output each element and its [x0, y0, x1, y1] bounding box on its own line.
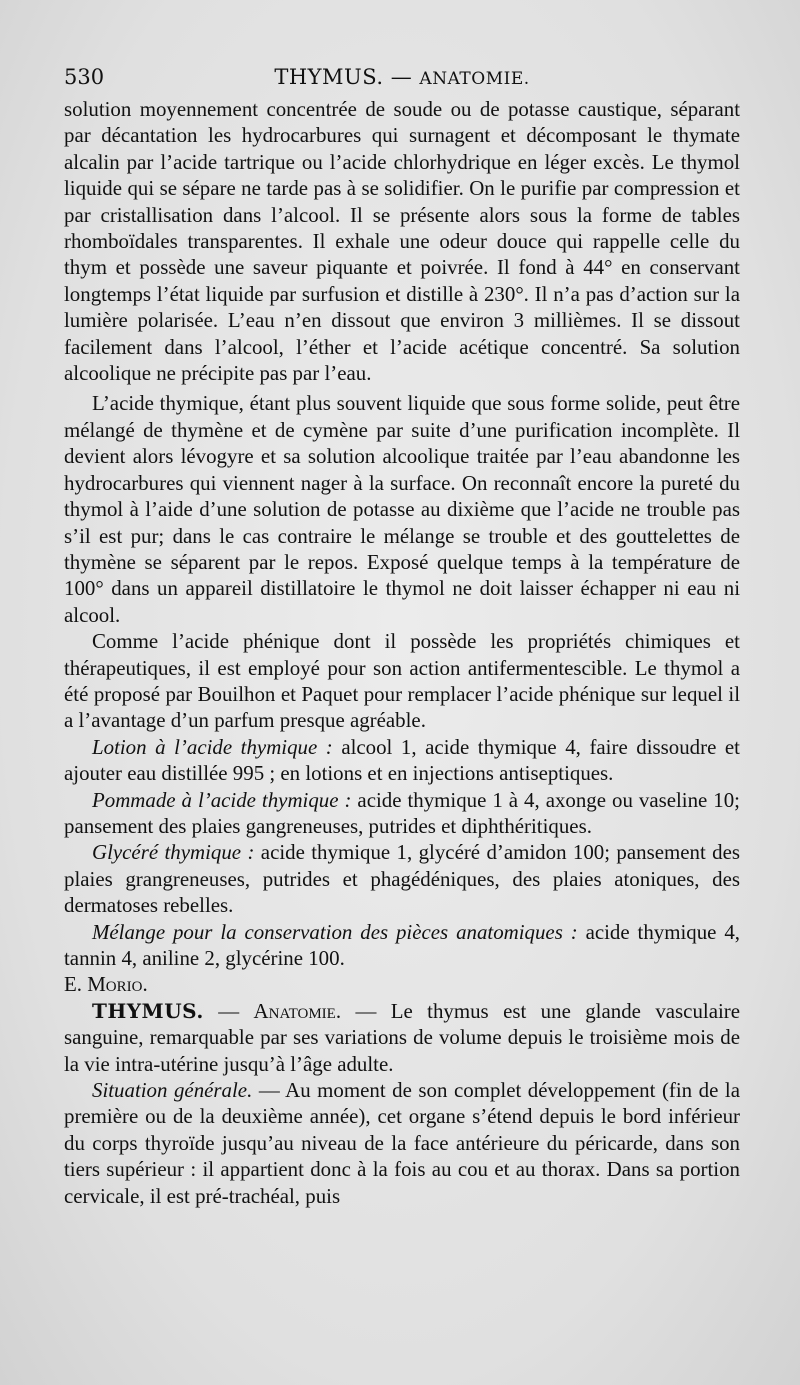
header-title: THYMUS.	[274, 65, 384, 89]
formula-glycere-label: Glycéré thymique :	[92, 840, 255, 865]
formula-pommade-text: acide thymique 1 à 4, axonge ou vaseline 10; pansement des plaies gangreneuses, putrides et diphthéritiques.	[64, 787, 740, 838]
formula-glycere-text: acide thymique 1, glycéré d’amidon 100; pansement des plaies grangreneuses, putrides et phagédéniques, des plaies atoniques, des dermatoses rebelles.	[64, 840, 740, 918]
entry-dash: —	[203, 998, 254, 1023]
page-body	[64, 96, 740, 1209]
running-title	[64, 62, 740, 94]
situation-text: — Au moment de son complet développement (fin de la première ou de la deuxième année), cet organe s’étend depuis le bord inférieur du corps thyroïde jusqu’au niveau de la face antérieure du péricarde, dans son tiers supérieur : il appartient donc à la fois au cou et au thorax. Dans sa portion cervicale, il est pré-trachéal, puis	[64, 1078, 740, 1208]
formula-lotion-text: alcool 1, acide thymique 4, faire dissoudre et ajouter eau distillée 995 ; en lotions et en injections antiseptiques.	[64, 734, 740, 786]
formula-melange-text: acide thymique 4, tannin 4, aniline 2, glycérine 100.	[64, 919, 740, 970]
situation-label: Situation générale.	[92, 1078, 253, 1103]
header-dash: —	[390, 65, 413, 89]
page-number: 530	[64, 65, 105, 89]
formula-lotion-label: Lotion à l’acide thymique :	[92, 734, 333, 759]
paragraph-usage: Comme l’acide phénique dont il possède les propriétés chimiques et thérapeutiques, il est employé pour son action antifermentescible. Le thymol a été proposé par Bouilhon et Paquet pour remplacer l’acide phénique sur lequel il a l’avantage d’un parfum presque agréable.	[64, 629, 740, 733]
formula-glycere	[64, 839, 740, 918]
header-subtitle: ANATOMIE.	[419, 69, 530, 89]
entry-intro-text: — Le thymus est une glande vasculaire sanguine, remarquable par ses variations de volume depuis le troisième mois de la vie intra-utérine jusqu’à l’âge adulte.	[64, 998, 740, 1076]
formula-pommade	[64, 787, 740, 840]
entry-thymus-anatomie	[64, 998, 740, 1077]
formula-lotion	[64, 734, 740, 787]
entry-headword: THYMUS.	[92, 998, 204, 1023]
entry-section: Anatomie.	[253, 998, 342, 1023]
formula-melange-label: Mélange pour la conservation des pièces anatomiques :	[92, 919, 578, 944]
formula-pommade-label: Pommade à l’acide thymique :	[92, 787, 352, 812]
author-signature: E. Morio.	[64, 972, 148, 997]
paragraph-thymol-preparation: solution moyennement concentrée de soude ou de potasse caustique, séparant par décantation les hydrocarbures qui surnagent et décomposant le thymate alcalin par l’acide tartrique ou l’acide chlorhydrique en léger excès. Le thymol liquide qui se sépare ne tarde pas à se solidifier. On le purifie par compression et par cristallisation dans l’alcool. Il se présente alors sous la forme de tables rhomboïdales transparentes. Il exhale une odeur douce qui rappelle celle du thym et possède une saveur piquante et poivrée. Il fond à 44° en conservant longtemps l’état liquide par surfusion et distille à 230°. Il n’a pas d’action sur la lumière polarisée. L’eau n’en dissout que environ 3 millièmes. Il se dissout facilement dans l’alcool, l’éther et l’acide acétique concentré. Sa solution alcoolique ne précipite pas par l’eau.	[64, 97, 740, 386]
formula-melange	[64, 919, 740, 972]
paragraph-situation	[64, 1077, 740, 1209]
running-header	[64, 62, 740, 92]
paragraph-purity: L’acide thymique, étant plus souvent liquide que sous forme solide, peut être mélangé de thymène et de cymène par suite d’une purification incomplète. Il devient alors lévogyre et sa solution alcoolique traitée par l’eau abandonne les hydrocarbures qui viennent nager à la surface. On reconnaît encore la pureté du thymol à l’aide d’une solution de potasse au dixième que l’acide ne trouble pas s’il est pur; dans le cas contraire le mélange se trouble et des gouttelettes de thymène se séparent par le repos. Exposé quelque temps à la température de 100° dans un appareil distillatoire le thymol ne doit laisser échapper ni eau ni alcool.	[64, 391, 740, 627]
